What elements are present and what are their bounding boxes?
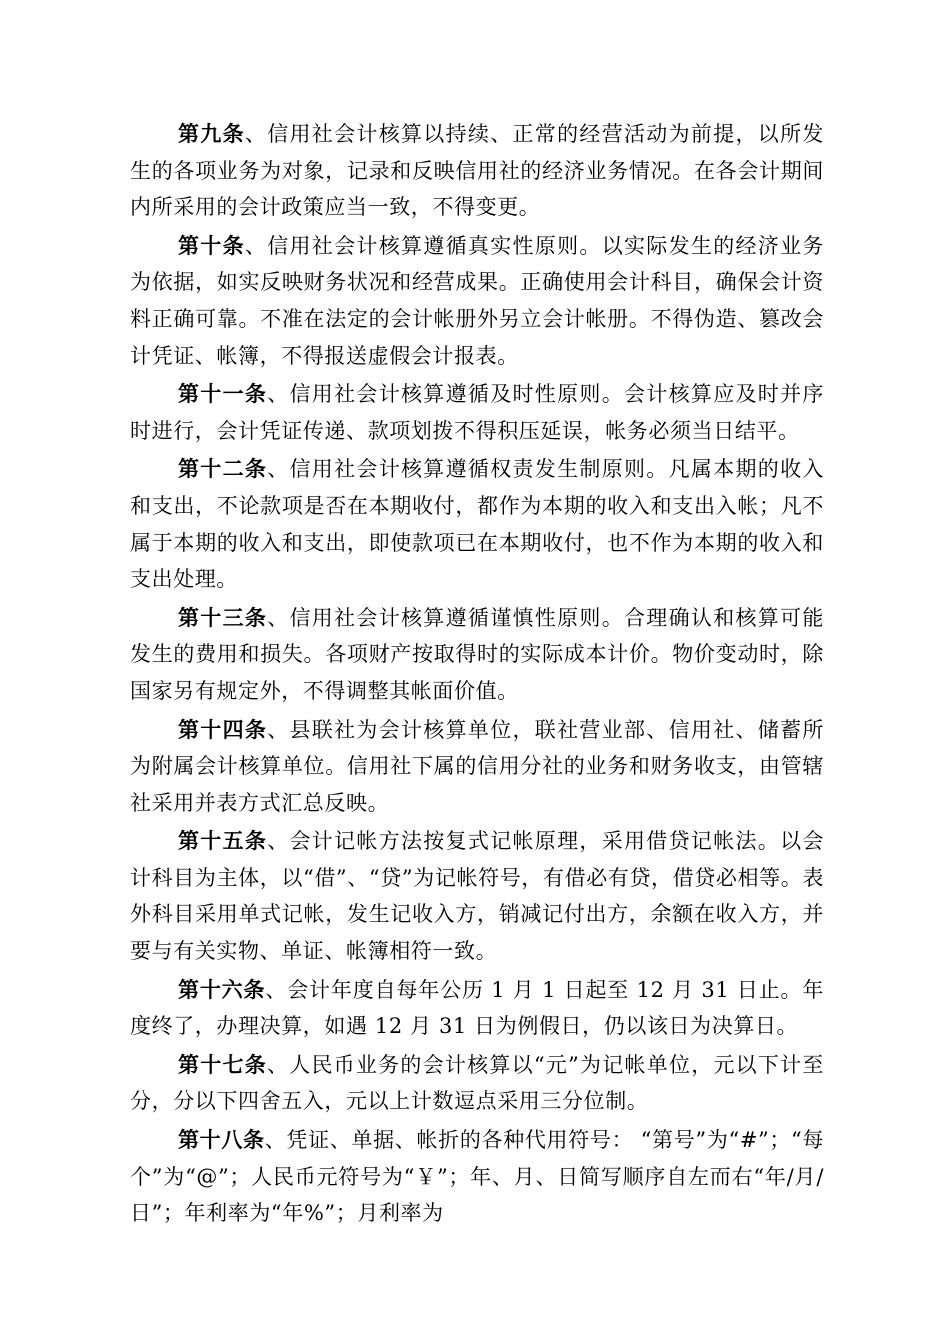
article-14 bbox=[130, 712, 824, 822]
article-text: 、信用社会计核算遵循及时性原则。会计核算应及时并序时进行，会计凭证传递、款项划拨不得积压延误，帐务必须当日结平。 bbox=[130, 382, 824, 443]
article-number: 第十五条 bbox=[178, 828, 268, 854]
article-number: 第十六条 bbox=[178, 976, 266, 1002]
article-text: 、信用社会计核算遵循真实性原则。以实际发生的经济业务为依据，如实反映财务状况和经营成果。正确使用会计科目，确保会计资料正确可靠。不准在法定的会计帐册外另立会计帐册。不得伪造、篡改会计凭证、帐簿，不得报送虚假会计报表。 bbox=[130, 233, 824, 368]
article-text: 、信用社会计核算遵循谨慎性原则。合理确认和核算可能发生的费用和损失。各项财产按取得时的实际成本计价。物价变动时，除国家另有规定外，不得调整其帐面价值。 bbox=[130, 605, 824, 703]
article-10 bbox=[130, 228, 824, 374]
article-number: 第十八条 bbox=[178, 1127, 265, 1153]
article-13 bbox=[130, 600, 824, 710]
article-number: 第十条 bbox=[178, 232, 245, 258]
article-15 bbox=[130, 823, 824, 969]
article-text: 、会计记帐方法按复式记帐原理，采用借贷记帐法。以会计科目为主体，以“借”、“贷”为记帐符号，有借必有贷，借贷必相等。表外科目采用单式记帐，发生记收入方，销减记付出方，余额在收入方，并要与有关实物、单证、帐簿相符一致。 bbox=[130, 829, 824, 964]
document-body bbox=[130, 116, 824, 1234]
article-text: 、凭证、单据、帐折的各种代用符号： “第号”为“#”；“每个”为“@”；人民币元符号为“￥”；年、月、日简写顺序自左而右“年/月/日”；年利率为“年%”；月利率为 bbox=[130, 1128, 824, 1226]
article-9 bbox=[130, 116, 824, 226]
article-number: 第九条 bbox=[178, 121, 245, 146]
article-text: 、信用社会计核算遵循权责发生制原则。凡属本期的收入和支出，不论款项是否在本期收付，都作为本期的收入和支出入帐；凡不属于本期的收入和支出，即使款项已在本期收付，也不作为本期的收入和支出处理。 bbox=[130, 457, 824, 592]
article-12 bbox=[130, 451, 824, 597]
article-number: 第十三条 bbox=[178, 604, 268, 630]
article-number: 第十七条 bbox=[178, 1051, 267, 1077]
article-text: 、信用社会计核算以持续、正常的经营活动为前提，以所发生的各项业务为对象，记录和反映信用社的经济业务情况。在各会计期间内所采用的会计政策应当一致，不得变更。 bbox=[130, 122, 824, 220]
article-number: 第十一条 bbox=[178, 381, 268, 407]
article-17 bbox=[130, 1047, 824, 1120]
article-16 bbox=[130, 972, 824, 1045]
article-11 bbox=[130, 376, 824, 449]
article-18 bbox=[130, 1122, 824, 1232]
article-text: 、人民币业务的会计核算以“元”为记帐单位，元以下计至分，分以下四舍五入，元以上计数逗点采用三分位制。 bbox=[130, 1052, 824, 1114]
article-text: 、会计年度自每年公历 1 月 1 日起至 12 月 31 日止。年度终了，办理决算，如遇 12 月 31 日为例假日，仍以该日为决算日。 bbox=[130, 977, 824, 1039]
article-number: 第十四条 bbox=[178, 716, 268, 742]
article-text: 、县联社为会计核算单位，联社营业部、信用社、储蓄所为附属会计核算单位。信用社下属的信用分社的业务和财务收支，由管辖社采用并表方式汇总反映。 bbox=[130, 717, 824, 815]
article-number: 第十二条 bbox=[178, 456, 268, 482]
